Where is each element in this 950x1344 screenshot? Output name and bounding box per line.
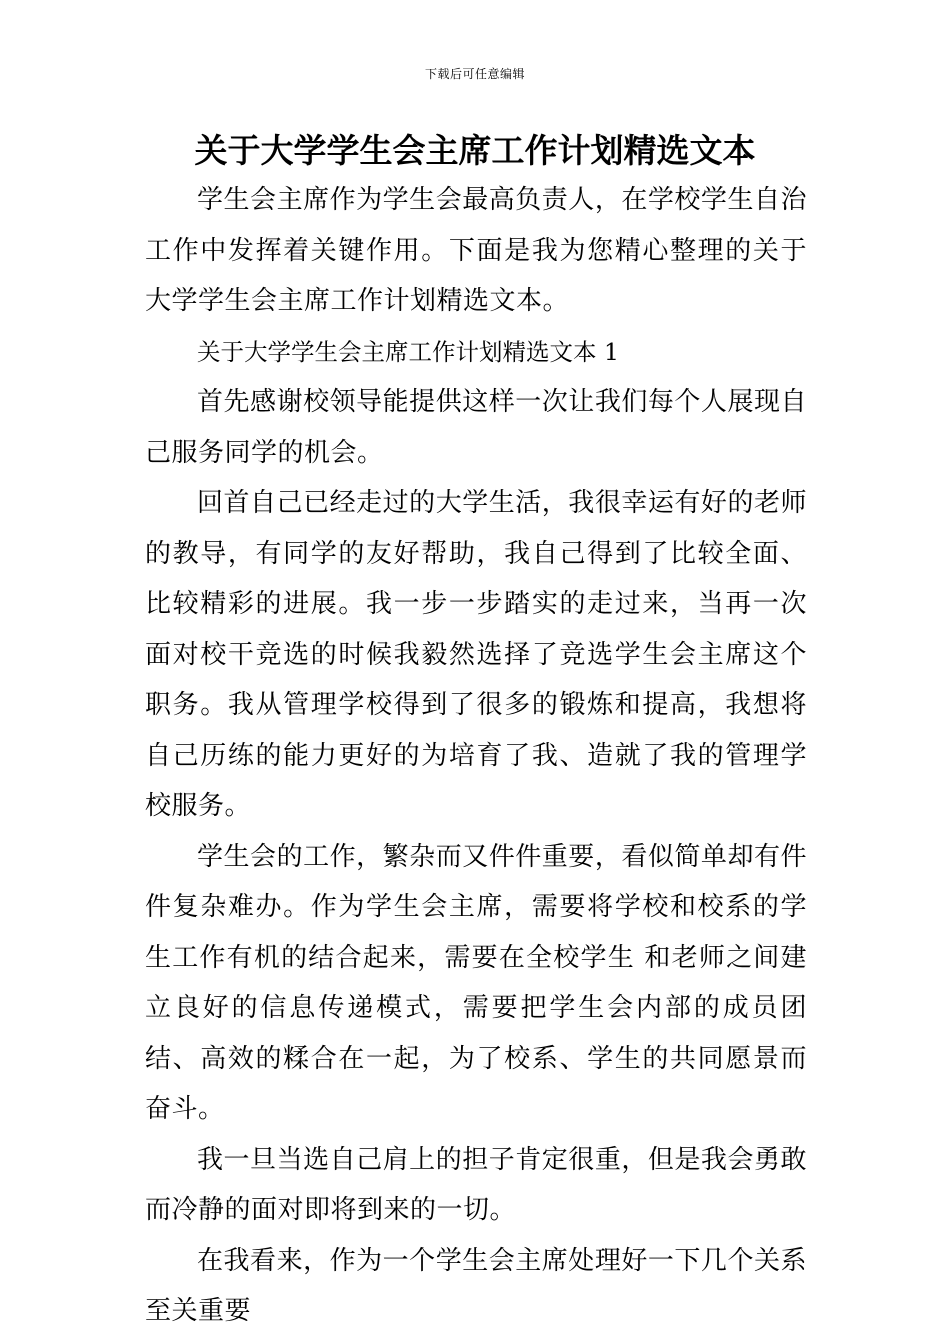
intro-paragraph: 学生会主席作为学生会最高负责人，在学校学生自治工作中发挥着关键作用。下面是我为您精心整理的关于大学学生会主席工作计划精选文本。	[145, 185, 807, 316]
section-heading: 关于大学学生会主席工作计划精选文本 1	[197, 337, 619, 366]
header-note: 下载后可任意编辑	[424, 67, 525, 81]
document-body	[145, 175, 807, 1337]
document-title: 关于大学学生会主席工作计划精选文本	[194, 131, 756, 170]
body-paragraph: 在我看来，作为一个学生会主席处理好一下几个关系至关重要	[145, 1245, 807, 1326]
body-paragraph: 我一旦当选自己肩上的担子肯定很重，但是我会勇敢而冷静的面对即将到来的一切。	[145, 1144, 807, 1225]
body-paragraph: 学生会的工作，繁杂而又件件重要，看似简单却有件件复杂难办。作为学生会主席，需要将学校和校系的学生工作有机的结合起来，需要在全校学生 和老师之间建立良好的信息传递模式，需要把学生会内部的成员团结、高效的糅合在一起，为了校系、学生的共同愿景而奋斗。	[145, 841, 807, 1124]
body-paragraph: 回首自己已经走过的大学生活，我很幸运有好的老师的教导，有同学的友好帮助，我自己得到了比较全面、比较精彩的进展。我一步一步踏实的走过来，当再一次面对校干竞选的时候我毅然选择了竞选学生会主席这个职务。我从管理学校得到了很多的锻炼和提高，我想将自己历练的能力更好的为培育了我、造就了我的管理学校服务。	[145, 488, 807, 821]
body-paragraph: 首先感谢校领导能提供这样一次让我们每个人展现自己服务同学的机会。	[145, 387, 807, 468]
